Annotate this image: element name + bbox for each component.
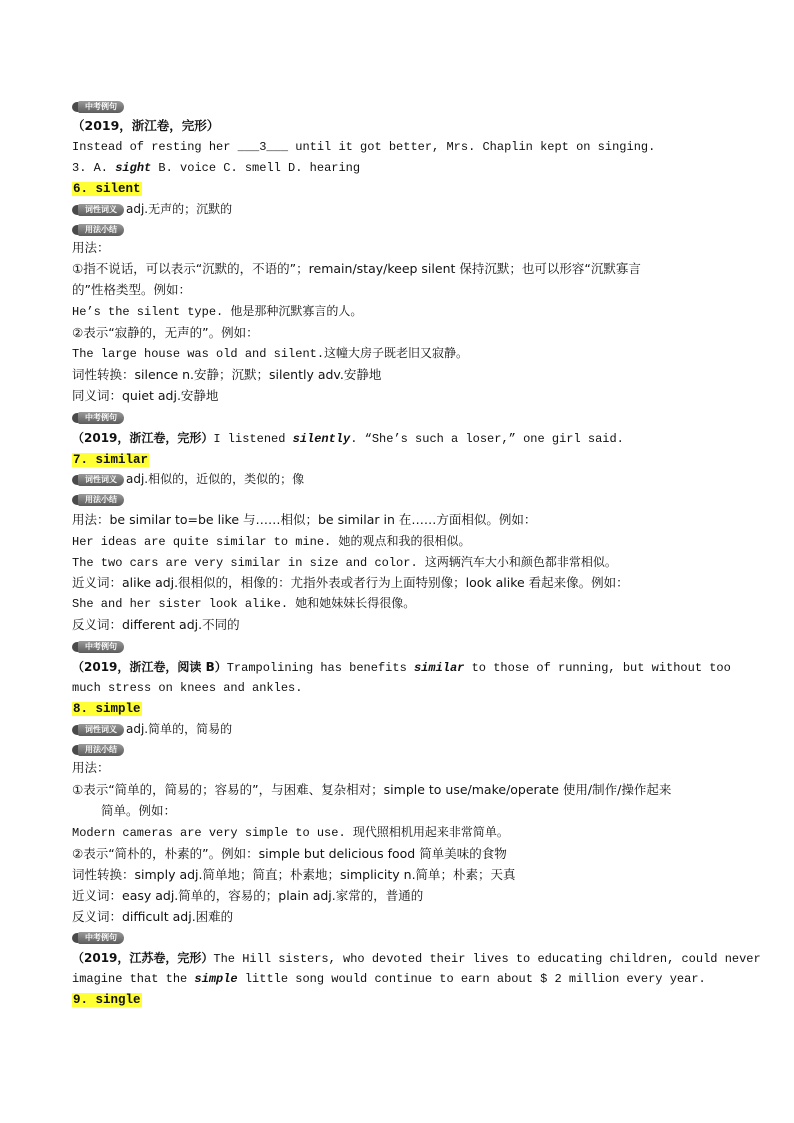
near-synonym-text: 近义词：alike adj.很相似的，相像的：尤指外表或者行为上面特别像；look alike 看起来像。例如： bbox=[72, 575, 629, 590]
exam-tag-badge: 中考例句 bbox=[72, 101, 126, 113]
answer-word: sight bbox=[115, 161, 152, 175]
conversion-text: 词性转换：simply adj.简单地；简直；朴素地；simplicity n.简单；朴素；天真 bbox=[72, 867, 516, 882]
exam-tag-badge: 中考例句 bbox=[72, 641, 126, 653]
pos-tag-badge: 词性词义 bbox=[72, 204, 126, 216]
exam-tag bbox=[72, 929, 126, 945]
usage-text: ①指不说话，可以表示“沉默的，不语的”；remain/stay/keep silent 保持沉默；也可以形容“沉默寡言 bbox=[72, 261, 641, 276]
exam-source: （2019，浙江卷，完形） bbox=[72, 118, 220, 133]
usage-tag-badge: 用法小结 bbox=[72, 224, 126, 236]
exam-sentence: （2019，浙江卷，阅读 B）Trampolining has benefits similar to those of running, but without too bbox=[72, 660, 731, 675]
usage-tag bbox=[72, 491, 126, 507]
usage-text: ②表示“寂静的，无声的”。例如： bbox=[72, 325, 259, 340]
usage-text: 的”性格类型。例如： bbox=[72, 282, 191, 297]
usage-tag-badge: 用法小结 bbox=[72, 494, 126, 506]
exam-sentence: imagine that the simple little song would continue to earn about $ 2 million every year. bbox=[72, 972, 706, 986]
answer-word: similar bbox=[413, 661, 465, 675]
antonym-text: 反义词：different adj.不同的 bbox=[72, 617, 240, 632]
word-heading-silent: 6. silent bbox=[73, 182, 141, 196]
exam-tag bbox=[72, 638, 126, 654]
pos-tag-badge: 词性词义 bbox=[72, 474, 126, 486]
word-heading-single: 9. single bbox=[73, 993, 141, 1007]
exam-sentence: （2019，浙江卷，完形）I listened silently. “She’s such a loser,” one girl said. bbox=[72, 431, 624, 446]
example-text: Her ideas are quite similar to mine. 她的观点和我的很相似。 bbox=[72, 535, 471, 549]
usage-text: ②表示“简朴的，朴素的”。例如：simple but delicious food 简单美味的食物 bbox=[72, 846, 507, 861]
pos-line: 词性词义 adj.相似的，近似的，类似的；像 bbox=[72, 471, 304, 488]
exam-options: 3. A. sight B. voice C. smell D. hearing bbox=[72, 161, 361, 175]
example-text: The large house was old and silent.这幢大房子既老旧又寂静。 bbox=[72, 347, 469, 361]
exam-tag-badge: 中考例句 bbox=[72, 932, 126, 944]
pos-line: 词性词义 adj.简单的，简易的 bbox=[72, 721, 232, 738]
usage-tag-badge: 用法小结 bbox=[72, 744, 126, 756]
usage-tag bbox=[72, 741, 126, 757]
example-text: Modern cameras are very simple to use. 现代照相机用起来非常简单。 bbox=[72, 826, 509, 840]
exam-question: Instead of resting her ___3___ until it got better, Mrs. Chaplin kept on singing. bbox=[72, 140, 656, 154]
usage-text: 用法：be similar to=be like 与……相似；be similar in 在……方面相似。例如： bbox=[72, 512, 537, 527]
usage-text: 用法： bbox=[72, 760, 110, 775]
pos-line: 词性词义 adj.无声的；沉默的 bbox=[72, 201, 232, 218]
example-text: He’s the silent type. 他是那种沉默寡言的人。 bbox=[72, 305, 363, 319]
synonym-text: 同义词：quiet adj.安静地 bbox=[72, 388, 219, 403]
example-text: She and her sister look alike. 她和她妹妹长得很像。 bbox=[72, 597, 416, 611]
exam-sentence: much stress on knees and ankles. bbox=[72, 681, 303, 695]
pos-tag-badge: 词性词义 bbox=[72, 724, 126, 736]
usage-tag bbox=[72, 221, 126, 237]
usage-text: 简单。例如： bbox=[101, 803, 177, 818]
answer-word: silently bbox=[292, 432, 351, 446]
answer-word: simple bbox=[194, 972, 238, 986]
exam-tag bbox=[72, 98, 126, 114]
word-heading-similar: 7. similar bbox=[73, 453, 149, 467]
usage-text: ①表示“简单的，简易的；容易的”，与困难、复杂相对；simple to use/make/operate 使用/制作/操作起来 bbox=[72, 782, 672, 797]
example-text: The two cars are very similar in size and color. 这两辆汽车大小和颜色都非常相似。 bbox=[72, 556, 617, 570]
conversion-text: 词性转换：silence n.安静；沉默；silently adv.安静地 bbox=[72, 367, 382, 382]
exam-tag-badge: 中考例句 bbox=[72, 412, 126, 424]
antonym-text: 反义词：difficult adj.困难的 bbox=[72, 909, 234, 924]
near-synonym-text: 近义词：easy adj.简单的，容易的；plain adj.家常的，普通的 bbox=[72, 888, 424, 903]
exam-sentence: （2019，江苏卷，完形）The Hill sisters, who devoted their lives to educating children, could never bbox=[72, 951, 761, 966]
word-heading-simple: 8. simple bbox=[73, 702, 141, 716]
usage-text: 用法： bbox=[72, 240, 110, 255]
exam-tag bbox=[72, 409, 126, 425]
